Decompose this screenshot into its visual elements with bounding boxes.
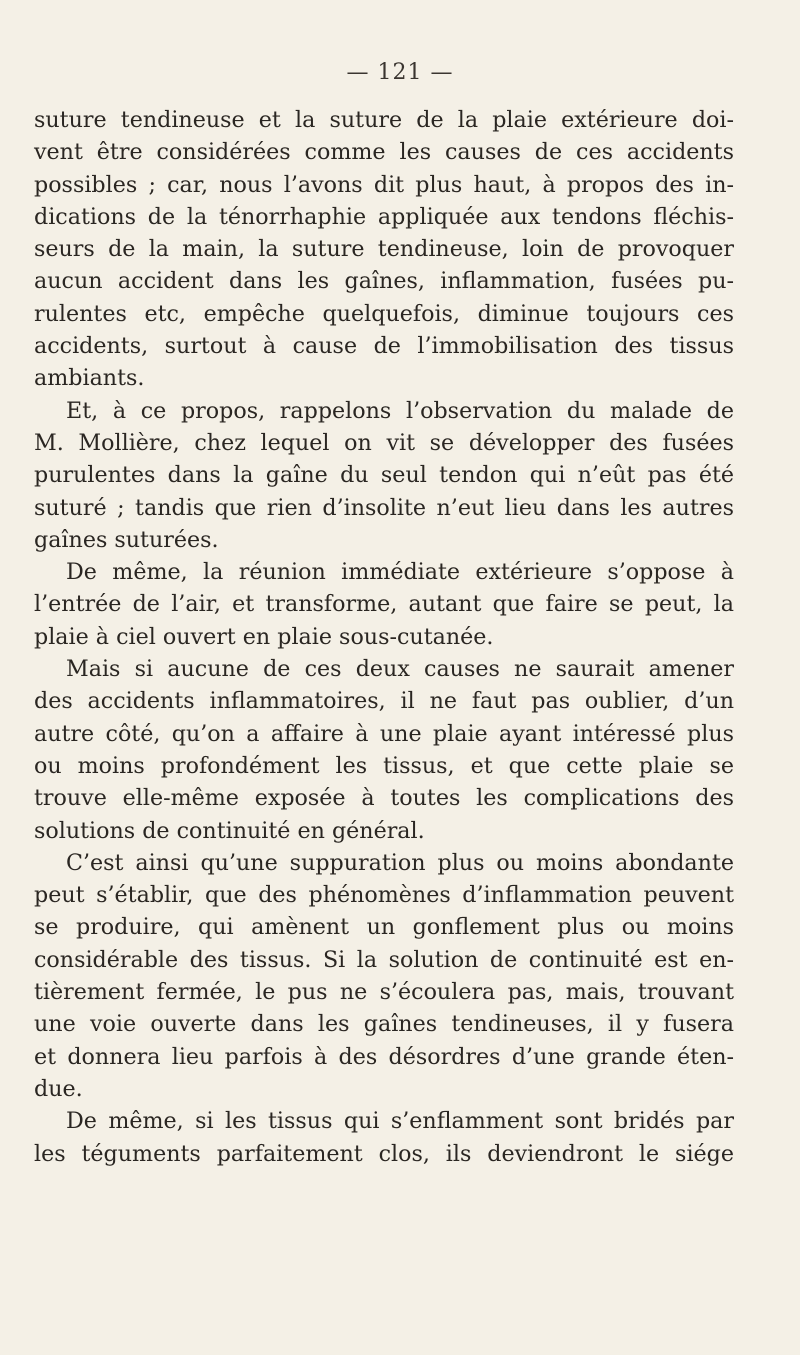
- text-line: ou moins profondément les tissus, et que cette plaie se: [34, 752, 734, 779]
- text-line: ambiants.: [34, 365, 145, 392]
- text-line: rulentes etc, empêche quelquefois, diminue toujours ces: [34, 300, 734, 327]
- text-line: C’est ainsi qu’une suppuration plus ou moins abondante: [66, 849, 734, 876]
- text-line: gaînes suturées.: [34, 526, 219, 553]
- text-line: accidents, surtout à cause de l’immobilisation des tissus: [34, 333, 734, 360]
- text-line: suture tendineuse et la suture de la plaie extérieure doi-: [34, 107, 734, 133]
- text-line: aucun accident dans les gaînes, inflammation, fusées pu-: [34, 268, 734, 295]
- text-line: suturé ; tandis que rien d’insolite n’eut lieu dans les autres: [34, 494, 734, 521]
- text-line: autre côté, qu’on a affaire à une plaie ayant intéressé plus: [34, 720, 734, 747]
- text-line: tièrement fermée, le pus ne s’écoulera pas, mais, trouvant: [34, 979, 734, 1006]
- text-line: M. Mollière, chez lequel on vit se développer des fusées: [34, 429, 734, 456]
- text-line: solutions de continuité en général.: [34, 817, 425, 844]
- text-line: se produire, qui amènent un gonflement plus ou moins: [34, 914, 734, 941]
- body-text: [34, 104, 734, 1170]
- text-line: seurs de la main, la suture tendineuse, loin de provoquer: [34, 236, 734, 263]
- text-line: l’entrée de l’air, et transforme, autant que faire se peut, la: [34, 591, 734, 618]
- text-line: vent être considérées comme les causes de ces accidents: [34, 139, 734, 166]
- text-line: Et, à ce propos, rappelons l’observation du malade de: [66, 397, 734, 424]
- text-line: une voie ouverte dans les gaînes tendineuses, il y fusera: [34, 1011, 734, 1038]
- page-number-header: — 121 —: [346, 60, 454, 85]
- text-line: plaie à ciel ouvert en plaie sous-cutanée.: [34, 623, 494, 650]
- text-line: due.: [34, 1075, 83, 1102]
- text-line: et donnera lieu parfois à des désordres d’une grande éten-: [34, 1043, 734, 1070]
- text-line: trouve elle-même exposée à toutes les complications des: [34, 785, 734, 812]
- text-line: De même, si les tissus qui s’enflamment sont bridés par: [66, 1108, 734, 1135]
- text-line: peut s’établir, que des phénomènes d’inflammation peuvent: [34, 882, 734, 909]
- text-line: De même, la réunion immédiate extérieure s’oppose à: [66, 559, 734, 586]
- text-line: des accidents inflammatoires, il ne faut pas oublier, d’un: [34, 688, 734, 715]
- text-line: Mais si aucune de ces deux causes ne saurait amener: [66, 656, 734, 683]
- text-line: dications de la ténorrhaphie appliquée aux tendons fléchis-: [34, 203, 734, 230]
- text-line: considérable des tissus. Si la solution de continuité est en-: [34, 946, 734, 973]
- text-line: purulentes dans la gaîne du seul tendon qui n’eût pas été: [34, 462, 734, 489]
- text-line: les téguments parfaitement clos, ils deviendront le siége: [34, 1140, 734, 1167]
- text-line: possibles ; car, nous l’avons dit plus haut, à propos des in-: [34, 171, 734, 198]
